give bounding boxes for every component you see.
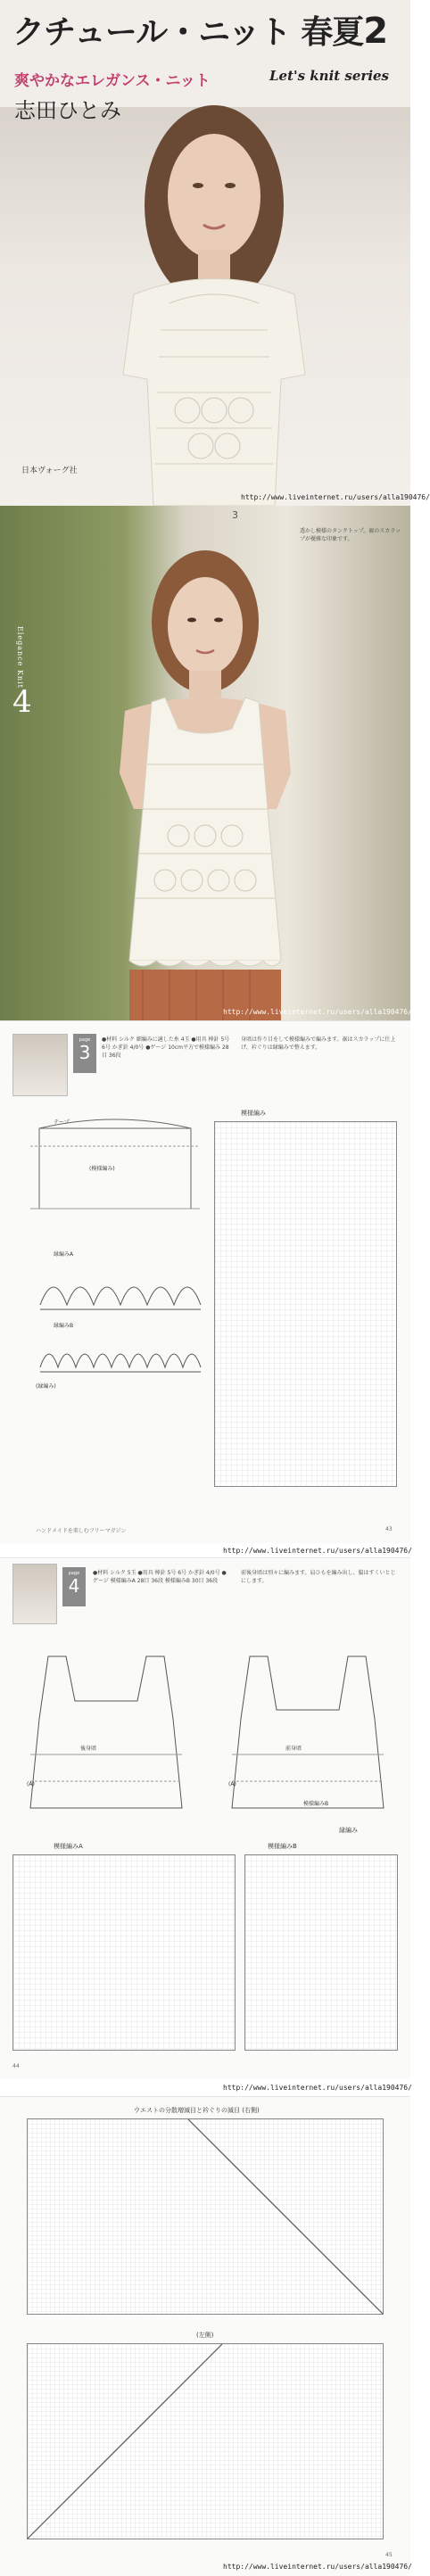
edging-b-label: 縁編みB	[54, 1323, 74, 1329]
pattern-page-2	[0, 1557, 410, 2078]
chart-title: 模様編み	[241, 1110, 266, 1117]
pattern-thumbnail-photo	[12, 1564, 57, 1624]
photo-page	[0, 506, 410, 1020]
cover-title-number: 2	[363, 11, 388, 52]
cover-model-photo	[116, 71, 312, 506]
edging-chart-title: 縁編み	[339, 1827, 358, 1834]
pattern-tag-label: page	[79, 1037, 91, 1043]
edging-label: (縁編み)	[36, 1383, 56, 1390]
back-body-schematic	[12, 1647, 200, 1826]
pattern-instructions-text: 前後身頃は別々に編みます。肩ひもを編み出し、脇はすくいとじにします。	[241, 1570, 396, 1584]
chart-b-title: 模様編みB	[268, 1843, 297, 1850]
pattern-page-3	[0, 2096, 410, 2576]
decrease-chart-left-grid	[28, 2344, 383, 2539]
pattern-tag-label: page	[68, 1571, 80, 1576]
edging-a-diagram	[36, 1260, 205, 1314]
knitting-chart-b	[244, 1854, 398, 2051]
pattern-page-3-number: 45	[385, 2552, 393, 2558]
edging-a-label: 縁編みA	[54, 1251, 74, 1258]
watermark-url[interactable]: http://www.liveinternet.ru/users/alla190476/	[223, 1547, 412, 1555]
pattern-instructions-text: 身頃は作り目をして模様編みで編みます。裾はスカラップに仕上げ、衿ぐりは縁編みで整えます。	[241, 1036, 396, 1051]
back-body-label: 後身頃	[80, 1746, 97, 1752]
knitting-chart-a	[12, 1854, 236, 2051]
cover-publisher: 日本ヴォーグ社	[21, 466, 78, 475]
body-pattern-label: (模様編み)	[89, 1166, 115, 1172]
cover-title	[12, 7, 387, 53]
pattern-page-tag	[73, 1034, 96, 1073]
pattern-materials-text: ●材料 シルク 細編みに適した糸 4玉 ●用具 棒針 5号 6号 かぎ針 4/0号 ●ゲージ 10cm平方で模様編み 28目 36段	[102, 1036, 230, 1059]
knitting-chart	[214, 1121, 397, 1487]
pattern-tag-number: 3	[79, 1042, 91, 1063]
cover-subtitle: 爽やかなエレガンス・ニット	[14, 72, 211, 90]
photo-page-number: 3	[232, 509, 238, 521]
pattern-page-1	[0, 1020, 410, 1543]
cover-title-text: クチュール・ニット 春夏	[12, 14, 364, 51]
decrease-chart-right	[27, 2118, 384, 2315]
knitting-chart-grid	[215, 1122, 396, 1486]
tank-top-model-photo	[80, 541, 330, 1020]
front-pattern-a-label: (A)	[228, 1781, 236, 1788]
cover-series: Let's knit series	[269, 68, 390, 84]
watermark-url[interactable]: http://www.liveinternet.ru/users/alla190476/	[223, 2563, 412, 2571]
book-cover	[0, 0, 430, 506]
pattern-page-1-number: 43	[385, 1526, 393, 1532]
back-pattern-a-label: (A)	[27, 1781, 35, 1788]
front-body-label: 前身頃	[285, 1746, 302, 1752]
chart-right-title: ウエストの分散増減目と衿ぐりの減目 (右側)	[134, 2107, 260, 2114]
knitting-chart-b-grid	[245, 1855, 397, 2050]
chart-a-title: 模様編みA	[54, 1843, 83, 1850]
watermark-url[interactable]: http://www.liveinternet.ru/users/alla190476/	[241, 493, 430, 501]
edging-b-diagram	[36, 1332, 205, 1376]
front-pattern-b-label: 模様編みB	[303, 1801, 329, 1807]
tape-label: テープ	[54, 1119, 70, 1126]
watermark-url[interactable]: http://www.liveinternet.ru/users/alla190476/	[223, 1008, 412, 1016]
pattern-tag-number: 4	[68, 1575, 80, 1597]
decrease-chart-left	[27, 2343, 384, 2539]
cover-author: 志田ひとみ	[14, 98, 121, 123]
pattern-page-2-number: 44	[12, 2063, 20, 2069]
decrease-chart-right-grid	[28, 2119, 383, 2314]
pattern-page-1-footer: ハンドメイドを楽しむフリーマガジン	[36, 1528, 127, 1534]
photo-caption: 透かし模様のタンクトップ。裾のスカラップが優雅な印象です。	[300, 528, 401, 542]
watermark-url[interactable]: http://www.liveinternet.ru/users/alla190476/	[223, 2084, 412, 2092]
knitting-chart-a-grid	[13, 1855, 235, 2050]
pattern-materials-text: ●材料 シルク 5玉 ●用具 棒針 5号 6号 かぎ針 4/0号 ●ゲージ 模様編みA 28目 36段 模様編みB 30目 36段	[93, 1570, 227, 1584]
pattern-thumbnail-photo	[12, 1034, 68, 1096]
photo-model-number: 4	[12, 684, 32, 720]
photo-vertical-label: Elegance Knit	[16, 626, 24, 689]
chart-left-title: (左側)	[196, 2332, 214, 2339]
pattern-page-tag	[62, 1567, 86, 1606]
